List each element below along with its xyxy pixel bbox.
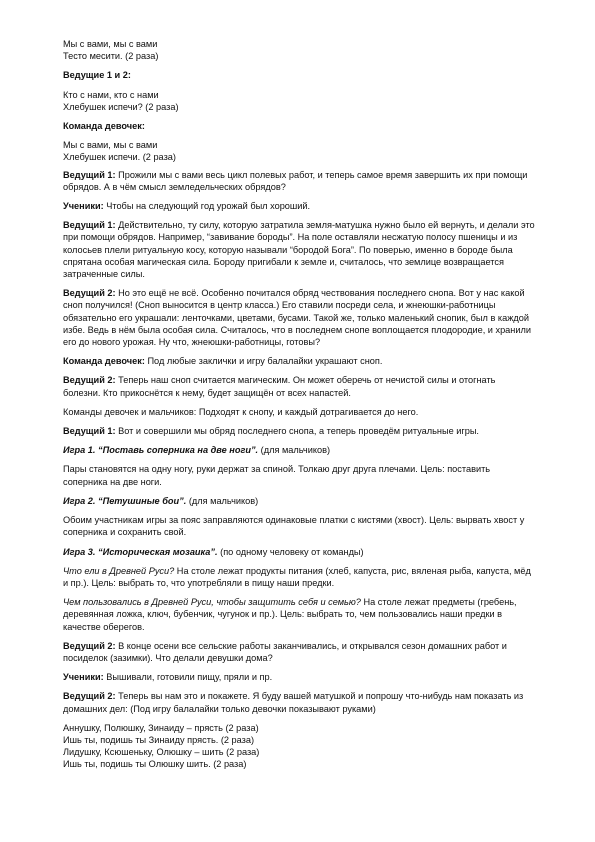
song-verse [63, 89, 535, 113]
verse-line: Ишь ты, подишь ты Олюшку шить. (2 раза) [63, 759, 247, 770]
document-page [63, 38, 535, 771]
speaker-heading: Ведущие 1 и 2: [63, 70, 131, 81]
game-title: Игра 3. “Историческая мозаика”. [63, 546, 218, 557]
dialogue-paragraph [63, 690, 535, 714]
dialogue-paragraph [63, 374, 535, 398]
paragraph-text: Вот и совершили мы обряд последнего снопа, а теперь проведём ритуальные игры. [115, 426, 479, 437]
speaker-label: Ведущий 1: [63, 426, 116, 437]
verse-line: Тесто месити. (2 раза) [63, 51, 159, 62]
speaker-label: Ученики: [63, 201, 104, 212]
song-verse [63, 38, 535, 62]
verse-line: Аннушку, Полюшку, Зинаиду – прясть (2 раза) [63, 722, 259, 733]
dialogue-paragraph [63, 425, 535, 437]
verse-line: Хлебушек испечи? (2 раза) [63, 101, 179, 112]
song-verse [63, 722, 535, 771]
verse-line: Хлебушек испечи. (2 раза) [63, 152, 176, 163]
speaker-heading: Команда девочек: [63, 121, 145, 132]
dialogue-paragraph [63, 200, 535, 212]
paragraph-text: Вышивали, готовили пищу, пряли и пр. [103, 672, 273, 683]
game-heading [63, 546, 535, 558]
paragraph-text: Прожили мы с вами весь цикл полевых работ, и теперь самое время завершить их при помощи обрядов. А в чём смысл земледельческих обрядов? [63, 169, 528, 192]
plain-paragraph: Команды девочек и мальчиков: Подходят к снопу, и каждый дотрагивается до него. [63, 406, 419, 417]
game-note: (для мальчиков) [186, 495, 259, 506]
paragraph-text: В конце осени все сельские работы заканчивались, и открывался сезон домашних работ и посиделок (зазимки). Что делали девушки дома? [63, 640, 507, 663]
speaker-label: Ведущий 1: [63, 169, 116, 180]
game-title: Игра 2. “Петушиные бои”. [63, 495, 187, 506]
speaker-label: Ведущий 2: [63, 375, 116, 386]
paragraph-text: Но это ещё не всё. Особенно почитался обряд чествования последнего снопа. Вот у нас какой сноп получился! (Сноп выносится в центр класса.) Его ставили посреди села, и жнеюшки-работницы обязательно его украшали: ленточками, цветами, бусами. Такой же, только маленький снопик, был в каждой избе. Ведь в нём была особая сила. Считалось, что в последнем снопе воплощается плодородие, и хранили его до нового урожая. Ну что, жнеюшки-работницы, готовы? [63, 288, 531, 348]
verse-line: Ишь ты, подишь ты Зинаиду прясть. (2 раза) [63, 734, 255, 745]
paragraph-text: Теперь наш сноп считается магическим. Он может оберечь от нечистой силы и отогнать болезни. Кто прикоснётся к нему, будет защищён от всех напастей. [63, 375, 496, 398]
paragraph-text: Под любые заклички и игру балалайки украшают сноп. [144, 356, 383, 367]
verse-line: Мы с вами, мы с вами [63, 39, 158, 49]
dialogue-paragraph [63, 169, 535, 193]
dialogue-paragraph [63, 355, 535, 367]
speaker-label: Ученики: [63, 672, 104, 683]
game-heading [63, 444, 535, 456]
paragraph-text: На столе лежат предметы (гребень, деревянная ложка, ключ, бубенчик, чугунок и пр.). Цель: выбрать то, чем пользовались наши предки в качестве оберегов. [63, 597, 517, 632]
game-note: (по одному человеку от команды) [217, 546, 364, 557]
song-verse [63, 139, 535, 163]
dialogue-paragraph [63, 287, 535, 348]
dialogue-paragraph [63, 219, 535, 280]
question-paragraph [63, 565, 535, 589]
speaker-label: Команда девочек: [63, 356, 145, 367]
question-paragraph [63, 596, 535, 633]
verse-line: Лидушку, Ксюшеньку, Олюшку – шить (2 раза) [63, 747, 260, 758]
speaker-label: Ведущий 2: [63, 691, 116, 702]
question-text: Чем пользовались в Древней Руси, чтобы защитить себя и семью? [63, 597, 361, 608]
speaker-label: Ведущий 2: [63, 288, 116, 299]
paragraph-text: Чтобы на следующий год урожай был хороший. [103, 201, 311, 212]
paragraph-text: Теперь вы нам это и покажете. Я буду вашей матушкой и попрошу что-нибудь нам показать из домашних дел: (Под игру балалайки только девочки показывают руками) [63, 691, 524, 714]
paragraph-text: Действительно, ту силу, которую затратила земля-матушка нужно было ей вернуть, и делали это при помощи обрядов. Например, “завивание бороды”. На поле оставляли несжатую полосу пшеницы и из колосьев плели ритуальную косу, которую называли “бородой Бога”. По поверью, именно в бороде была спрятана особая магическая сила. Бороду пригибали к земле и, считалось, что землице возвращается затраченные силы. [63, 220, 535, 280]
plain-paragraph: Обоим участникам игры за пояс заправляются одинаковые платки с кистями (хвост). Цель: вырвать хвост у соперника и сохранить свой. [63, 515, 525, 538]
dialogue-paragraph [63, 640, 535, 664]
game-heading [63, 495, 535, 507]
speaker-label: Ведущий 1: [63, 220, 116, 231]
verse-line: Кто с нами, кто с нами [63, 89, 159, 100]
speaker-label: Ведущий 2: [63, 640, 116, 651]
paragraph-text: На столе лежат продукты питания (хлеб, капуста, рис, вяленая рыба, капуста, мёд и пр.). Цель: выбрать то, что употребляли в пищу наши предки. [63, 565, 531, 588]
plain-paragraph: Пары становятся на одну ногу, руки держат за спиной. Толкаю друг друга плечами. Цель: поставить соперника на две ноги. [63, 464, 491, 487]
dialogue-paragraph [63, 671, 535, 683]
game-note: (для мальчиков) [258, 445, 331, 456]
game-title: Игра 1. “Поставь соперника на две ноги”. [63, 445, 259, 456]
question-text: Что ели в Древней Руси? [63, 565, 175, 576]
verse-line: Мы с вами, мы с вами [63, 140, 158, 151]
